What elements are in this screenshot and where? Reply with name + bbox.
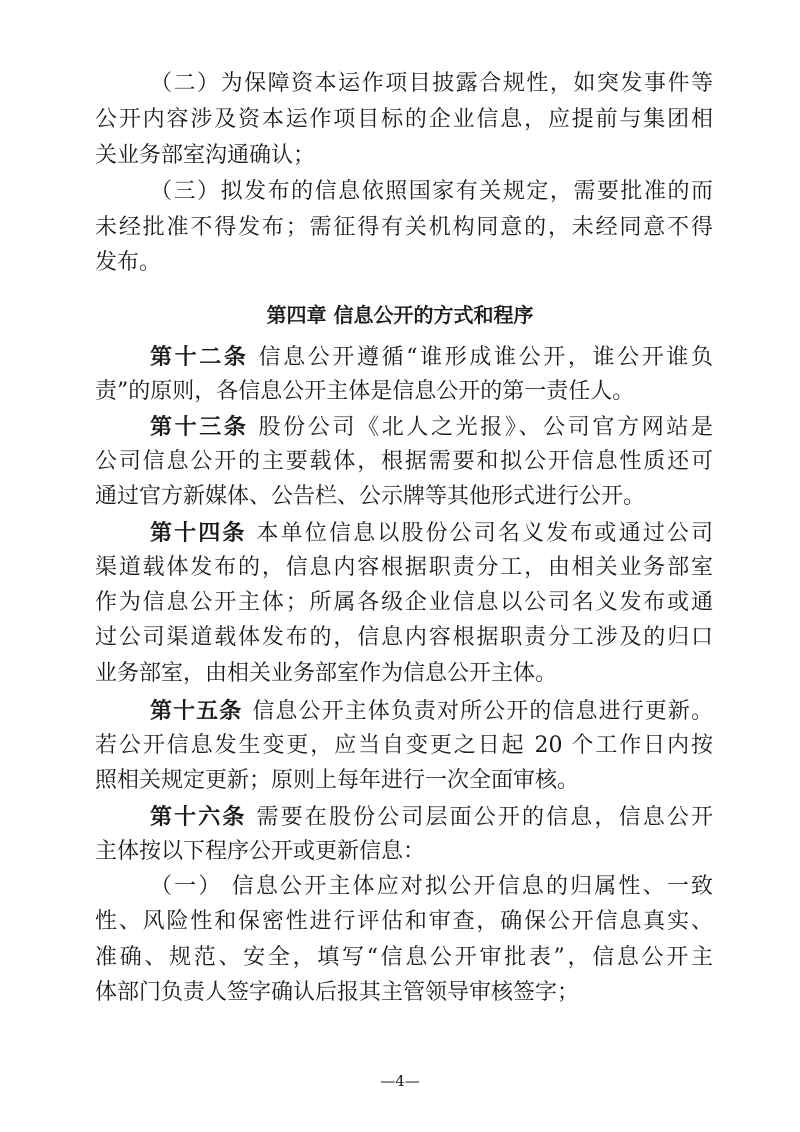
- line-text: （三）拟发布的信息依照国家有关规定，需要批准的而: [150, 179, 713, 204]
- paragraph-line: [95, 979, 713, 1007]
- line-text: 发布。: [95, 250, 162, 275]
- line-text: （一） 信息公开主体应对拟公开信息的归属性、一致: [150, 874, 713, 899]
- line-text: 需要在股份公司层面公开的信息，信息公开: [256, 805, 713, 830]
- article-label: 第十四条: [150, 520, 247, 546]
- paragraph-line: [95, 944, 713, 972]
- article-label: 第十二条: [150, 344, 249, 370]
- paragraph-line: [95, 660, 713, 688]
- paragraph-line: [95, 838, 713, 866]
- paragraph-line: [150, 697, 713, 726]
- paragraph-line: [95, 732, 713, 760]
- line-text: 若公开信息发生变更，应当自变更之日起 20 个工作日内按: [95, 733, 713, 758]
- paragraph-line: [95, 106, 713, 134]
- paragraph-line: [95, 624, 713, 652]
- line-text: 性、风险性和保密性进行评估和审查，确保公开信息真实、: [95, 909, 713, 934]
- chapter-heading: 第四章 信息公开的方式和程序: [266, 303, 534, 327]
- line-text: 通过官方新媒体、公告栏、公示牌等其他形式进行公开。: [95, 484, 646, 509]
- article-label: 第十三条: [150, 414, 249, 440]
- line-text: 关业务部室沟通确认；: [95, 143, 316, 168]
- paragraph-line: [150, 343, 713, 372]
- page-number: —4—: [380, 1072, 420, 1090]
- paragraph-line: [95, 767, 713, 795]
- paragraph-line: [95, 908, 713, 936]
- paragraph-line: [95, 483, 713, 511]
- paragraph-line: [150, 803, 713, 832]
- paragraph-line: [150, 413, 713, 442]
- paragraph-line: [150, 70, 713, 98]
- paragraph-line: [95, 589, 713, 617]
- line-text: 信息公开主体负责对所公开的信息进行更新。: [252, 699, 713, 724]
- line-text: 体部门负责人签字确认后报其主管领导审核签字；: [95, 980, 580, 1005]
- paragraph-line: [150, 519, 713, 548]
- paragraph-line: [95, 249, 713, 277]
- paragraph-line: [95, 554, 713, 582]
- article-label: 第十六条: [150, 804, 247, 830]
- paragraph-line: [95, 142, 713, 170]
- article-label: 第十五条: [150, 698, 243, 724]
- paragraph-line: [95, 448, 713, 476]
- line-text: 照相关规定更新；原则上每年进行一次全面审核。: [95, 768, 580, 793]
- line-text: 信息公开遵循“谁形成谁公开，谁公开谁负: [258, 345, 713, 370]
- line-text: 责”的原则，各信息公开主体是信息公开的第一责任人。: [95, 379, 635, 404]
- line-text: 准确、规范、安全，填写“信息公开审批表”，信息公开主: [95, 945, 713, 970]
- line-text: 公开内容涉及资本运作项目标的企业信息，应提前与集团相: [95, 107, 713, 132]
- paragraph-line: [95, 378, 713, 406]
- line-text: 作为信息公开主体；所属各级企业信息以公司名义发布或通: [95, 590, 713, 615]
- line-text: （二）为保障资本运作项目披露合规性，如突发事件等: [150, 71, 713, 96]
- line-text: 公司信息公开的主要载体，根据需要和拟公开信息性质还可: [95, 449, 713, 474]
- paragraph-line: [150, 873, 713, 901]
- line-text: 股份公司《北人之光报》、公司官方网站是: [258, 415, 713, 440]
- paragraph-line: [95, 214, 713, 242]
- line-text: 过公司渠道载体发布的，信息内容根据职责分工涉及的归口: [95, 625, 713, 650]
- line-text: 渠道载体发布的，信息内容根据职责分工，由相关业务部室: [95, 555, 713, 580]
- line-text: 本单位信息以股份公司名义发布或通过公司: [256, 521, 713, 546]
- paragraph-line: [150, 178, 713, 206]
- line-text: 未经批准不得发布；需征得有关机构同意的，未经同意不得: [95, 215, 713, 240]
- line-text: 业务部室，由相关业务部室作为信息公开主体。: [95, 661, 558, 686]
- line-text: 主体按以下程序公开或更新信息：: [95, 839, 426, 864]
